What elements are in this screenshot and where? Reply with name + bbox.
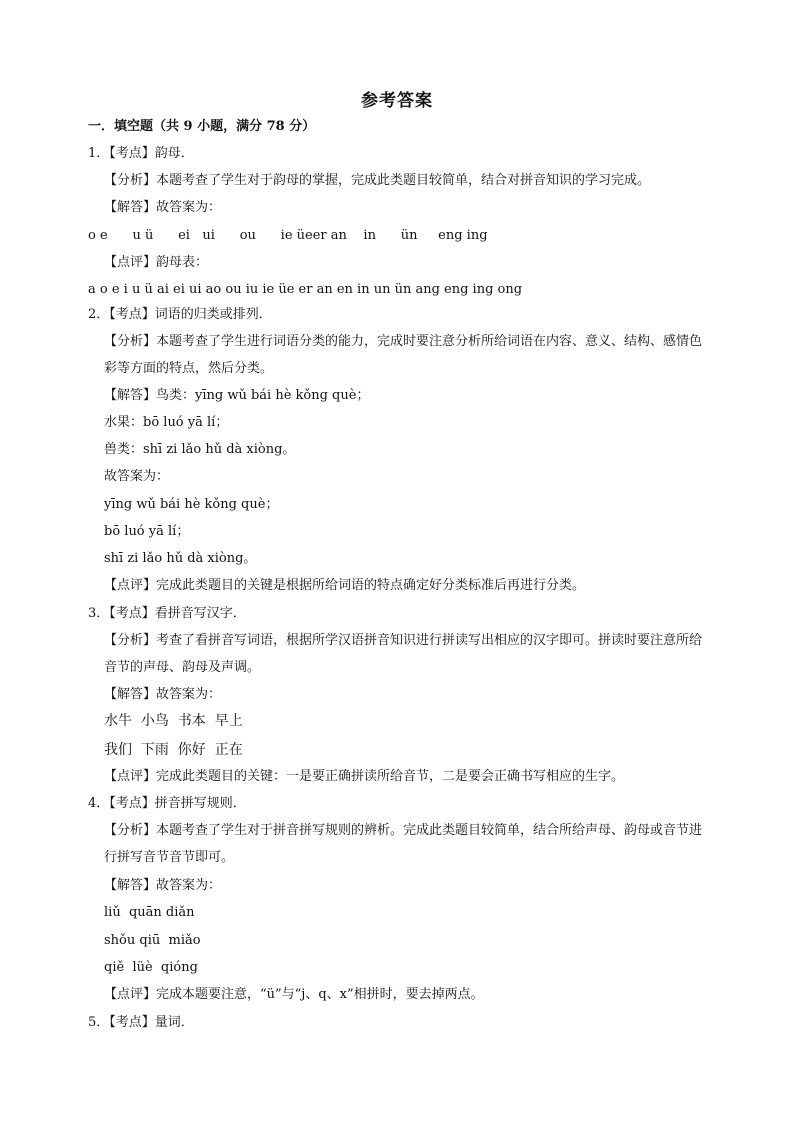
q3-answer-row-2: 我们 下雨 你好 正在 xyxy=(104,742,243,758)
q2-fenxi: 【分析】本题考查了学生进行词语分类的能力，完成时要注意分析所给词语在内容、意义、结构、感情色彩等方面的特点，然后分类。 xyxy=(104,334,703,376)
q3-fenxi: 【分析】考查了看拼音写词语，根据所学汉语拼音知识进行拼读写出相应的汉字即可。拼读时要注意所给音节的声母、韵母及声调。 xyxy=(104,633,703,675)
q3-number: 3． xyxy=(88,606,110,621)
q1-fenxi: 【分析】本题考查了学生对于韵母的掌握，完成此类题目较简单，结合对拼音知识的学习完成。 xyxy=(104,173,651,188)
q1-number: 1． xyxy=(88,146,110,161)
q4-answer-1: liǔ quān diǎn xyxy=(104,905,195,920)
q1-table: a o e i u ü ai ei ui ao ou iu ie üe er an en in un ün ang eng ing ong xyxy=(88,282,523,297)
q4-answer-2: shǒu qiū miǎo xyxy=(104,933,201,948)
q2-jieda: 【解答】鸟类：yīng wǔ bái hè kǒng què； xyxy=(104,388,370,403)
q1-dianping: 【点评】韵母表： xyxy=(104,255,209,270)
q1-kaodian: 【考点】韵母． xyxy=(109,146,194,161)
q2-fruit: 水果：bō luó yā lí； xyxy=(104,415,229,430)
q5-kaodian: 【考点】量词． xyxy=(109,1015,194,1030)
q3-header xyxy=(88,605,246,623)
q1-jieda: 【解答】故答案为： xyxy=(104,200,222,215)
q3-kaodian: 【考点】看拼音写汉字． xyxy=(109,606,246,621)
q2-gudaan: 故答案为： xyxy=(104,469,170,484)
q2-beast: 兽类：shī zi lǎo hǔ dà xiòng。 xyxy=(104,442,296,457)
page-title: 参考答案 xyxy=(361,91,433,111)
q4-jieda: 【解答】故答案为： xyxy=(104,878,222,893)
q4-fenxi: 【分析】本题考查了学生对于拼音拼写规则的辨析。完成此类题目较简单，结合所给声母、韵母或音节进行拼写音节音节即可。 xyxy=(104,823,703,865)
section-heading: 一．填空题（共 9 小题，满分 78 分） xyxy=(88,119,316,134)
q3-answer-row-1: 水牛 小鸟 书本 早上 xyxy=(104,713,243,729)
q2-answer-3: shī zi lǎo hǔ dà xiòng。 xyxy=(104,551,257,566)
q4-header xyxy=(88,795,246,813)
q5-number: 5． xyxy=(88,1015,110,1030)
q2-answer-1: yīng wǔ bái hè kǒng què； xyxy=(104,497,279,512)
q1-header xyxy=(88,145,194,163)
q2-kaodian: 【考点】词语的归类或排列． xyxy=(109,307,272,322)
q4-number: 4． xyxy=(88,796,110,811)
q1-answer: o e u ü ei ui ou ie üeer an in ün eng ing xyxy=(88,228,488,243)
q2-dianping: 【点评】完成此类题目的关键是根据所给词语的特点确定好分类标准后再进行分类。 xyxy=(104,578,586,593)
q5-header xyxy=(88,1014,194,1032)
q3-dianping: 【点评】完成此类题目的关键：一是要正确拼读所给音节，二是要会正确书写相应的生字。 xyxy=(104,769,625,784)
q4-dianping: 【点评】完成本题要注意，“ü”与“j、q、x”相拼时，要去掉两点。 xyxy=(104,987,484,1002)
q4-answer-3: qiě lüè qióng xyxy=(104,960,198,975)
q2-number: 2． xyxy=(88,307,110,322)
q2-header xyxy=(88,306,272,324)
q2-answer-2: bō luó yā lí； xyxy=(104,524,190,539)
q3-jieda: 【解答】故答案为： xyxy=(104,687,222,702)
q4-kaodian: 【考点】拼音拼写规则． xyxy=(109,796,246,811)
